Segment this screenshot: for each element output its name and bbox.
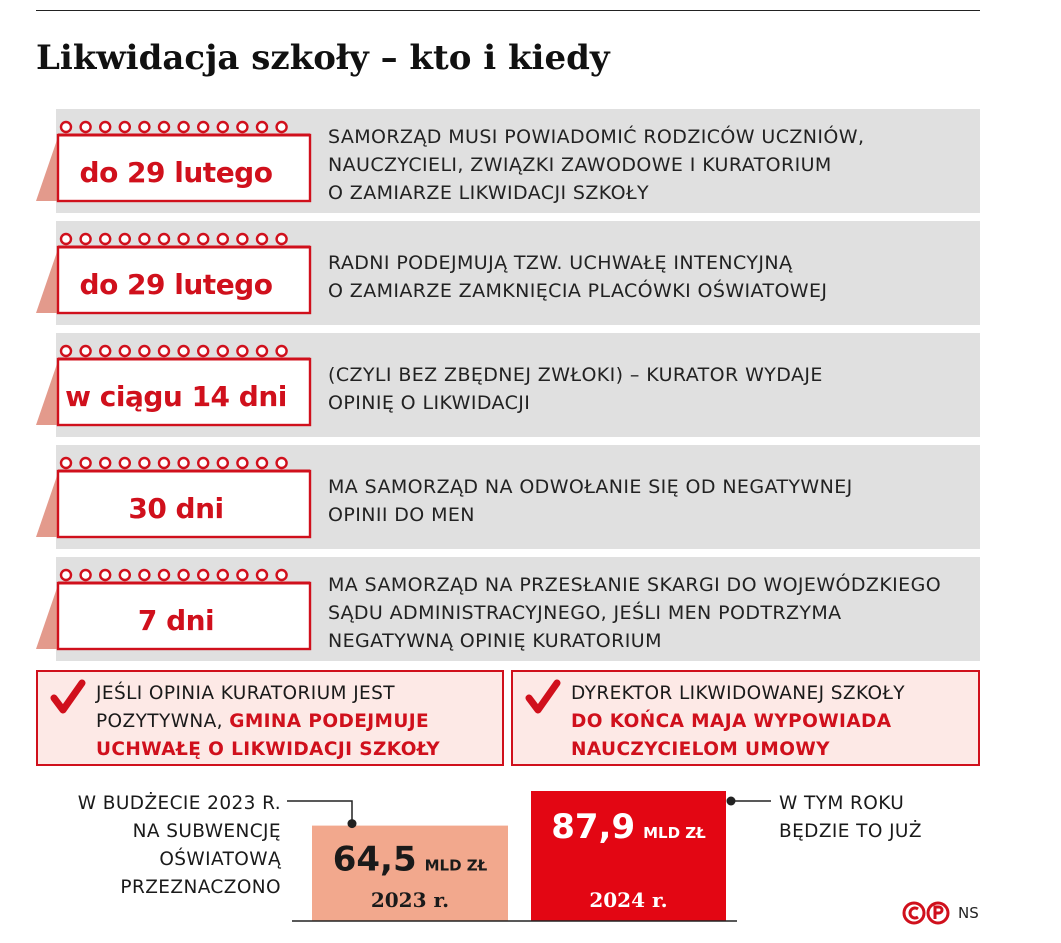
step-date: do 29 lutego (79, 156, 273, 189)
note-highlight: UCHWAŁĘ O LIKWIDACJI SZKOŁY (96, 739, 441, 760)
caption-line: W BUDŻECIE 2023 R. (77, 793, 281, 814)
page-title: Likwidacja szkoły – kto i kiedy (36, 38, 610, 78)
step-description-line: SAMORZĄD MUSI POWIADOMIĆ RODZICÓW UCZNIÓW, (328, 126, 865, 148)
step-description-line: SĄDU ADMINISTRACYJNEGO, JEŚLI MEN PODTRZYMA (328, 602, 842, 624)
caption-line: W TYM ROKU (779, 793, 905, 814)
step-description-line: NEGATYWNĄ OPINIĘ KURATORIUM (328, 630, 662, 652)
step-description-line: (CZYLI BEZ ZBĘDNEJ ZWŁOKI) – KURATOR WYDAJE (328, 364, 823, 386)
step-description-line: MA SAMORZĄD NA PRZESŁANIE SKARGI DO WOJEWÓDZKIEGO (328, 574, 942, 596)
caption-line: PRZEZNACZONO (120, 877, 281, 898)
note-line: POZYTYWNA, (96, 711, 230, 732)
step-description-line: O ZAMIARZE ZAMKNIĘCIA PLACÓWKI OŚWIATOWEJ (328, 280, 828, 302)
leader-dot-2024 (727, 797, 736, 806)
caption-line: OŚWIATOWĄ (159, 849, 281, 870)
bar-value-label: 64,5 MLD ZŁ (332, 839, 488, 880)
step-description-line: RADNI PODEJMUJĄ TZW. UCHWAŁĘ INTENCYJNĄ (328, 252, 793, 274)
note-highlight: DO KOŃCA MAJA WYPOWIADA (571, 711, 892, 732)
bar-value-label: 87,9 MLD ZŁ (551, 807, 706, 847)
step-description-line: OPINIĘ O LIKWIDACJI (328, 392, 531, 414)
step-date: 7 dni (137, 604, 215, 637)
step-description-line: OPINII DO MEN (328, 504, 475, 526)
bar-category-label: 2023 r. (370, 888, 450, 912)
note-highlight: GMINA PODEJMUJE (229, 711, 430, 732)
caption-line: BĘDZIE TO JUŻ (779, 821, 922, 842)
copyright-logo-icon (902, 900, 952, 926)
step-date: do 29 lutego (79, 268, 273, 301)
caption-line: NA SUBWENCJĘ (132, 821, 281, 842)
step-description-line: O ZAMIARZE LIKWIDACJI SZKOŁY (328, 182, 650, 204)
bar-category-label: 2024 r. (589, 888, 668, 912)
note-line: JEŚLI OPINIA KURATORIUM JEST (96, 683, 395, 704)
leader-line-2023 (287, 801, 352, 824)
step-date: 30 dni (128, 492, 224, 525)
note-highlight: NAUCZYCIELOM UMOWY (571, 739, 830, 760)
step-date: w ciągu 14 dni (65, 380, 287, 413)
author-initials: NS (958, 904, 979, 922)
step-description-line: MA SAMORZĄD NA ODWOŁANIE SIĘ OD NEGATYWNEJ (328, 476, 853, 498)
step-description-line: NAUCZYCIELI, ZWIĄZKI ZAWODOWE I KURATORIUM (328, 154, 832, 176)
leader-dot-2023 (348, 819, 357, 828)
note-line: DYREKTOR LIKWIDOWANEJ SZKOŁY (571, 683, 905, 704)
